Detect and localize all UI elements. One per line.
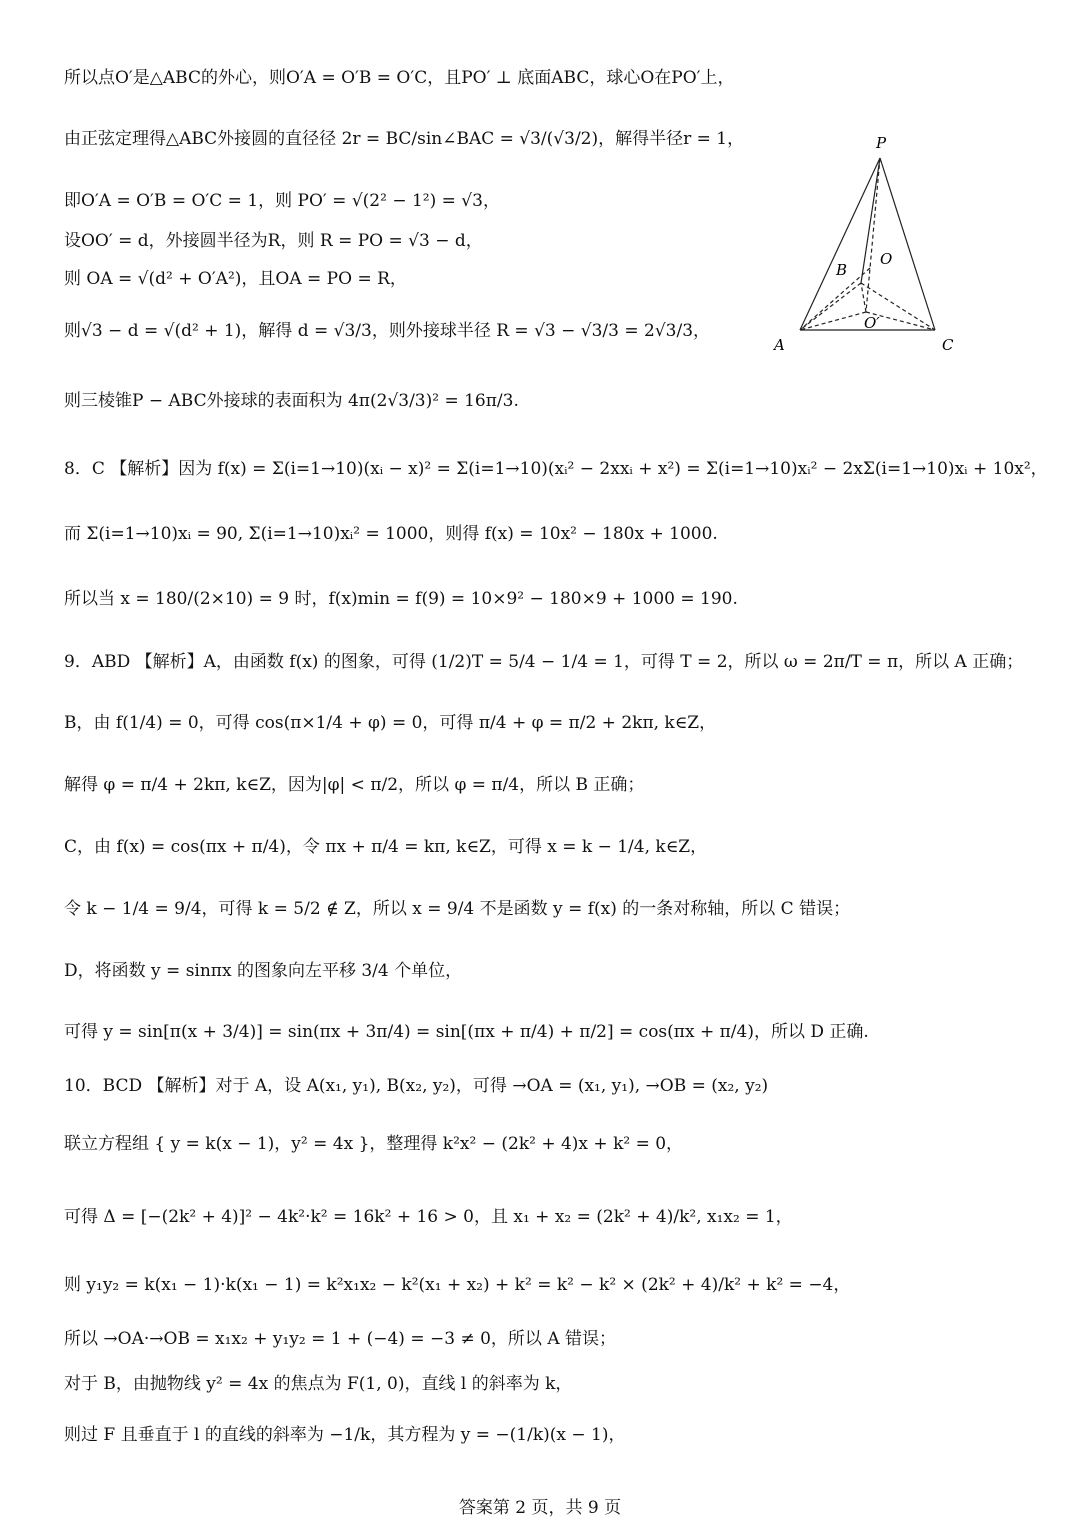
text-line: 则三棱锥P − ABC外接球的表面积为 4π(2√3/3)² = 16π/3.	[64, 391, 519, 411]
label-P: P	[876, 134, 887, 152]
text-line: 联立方程组 { y = k(x − 1)，y² = 4x }，整理得 k²x² − (2k² + 4)x + k² = 0，	[64, 1134, 684, 1154]
text-line: 则 y₁y₂ = k(x₁ − 1)·k(x₁ − 1) = k²x₁x₂ − k²(x₁ + x₂) + k² = k² − k² × (2k² + 4)/k² + k² = −4，	[64, 1275, 851, 1295]
text-line: 设OO′ = d，外接圆半径为R，则 R = PO = √3 − d，	[64, 231, 483, 251]
page-footer: 答案第 2 页，共 9 页	[458, 1498, 622, 1518]
segment-O-prime-B	[861, 283, 866, 312]
text-line: B，由 f(1/4) = 0，可得 cos(π×1/4 + φ) = 0，可得 π/4 + φ = π/2 + 2kπ, k∈Z，	[64, 713, 717, 733]
pyramid-figure	[770, 128, 960, 358]
label-O-prime: O′	[864, 314, 880, 332]
text-line: 可得 y = sin[π(x + 3/4)] = sin(πx + 3π/4) = sin[(πx + π/4) + π/2] = cos(πx + π/4)，所以 D 正确.	[64, 1022, 869, 1042]
text-line: 所以 →OA·→OB = x₁x₂ + y₁y₂ = 1 + (−4) = −3 ≠ 0，所以 A 错误；	[64, 1329, 616, 1349]
text-line: 令 k − 1/4 = 9/4，可得 k = 5/2 ∉ Z，所以 x = 9/4 不是函数 y = f(x) 的一条对称轴，所以 C 错误；	[64, 899, 851, 919]
text-line: 即O′A = O′B = O′C = 1，则 PO′ = √(2² − 1²) = √3，	[64, 191, 500, 211]
text-line: 而 Σ(i=1→10)xᵢ = 90, Σ(i=1→10)xᵢ² = 1000，则得 f(x) = 10x² − 180x + 1000.	[64, 524, 718, 544]
label-O: O	[880, 250, 893, 268]
text-line: 8．C 【解析】因为 f(x) = Σ(i=1→10)(xᵢ − x)² = Σ(i=1→10)(xᵢ² − 2xxᵢ + x²) = Σ(i=1→10)xᵢ² − 2xΣ(i=1→10)xᵢ + 10x²，	[64, 459, 1048, 479]
text-line: 所以点O′是△ABC的外心，则O′A = O′B = O′C，且PO′ ⊥ 底面ABC，球心O在PO′上，	[64, 68, 735, 88]
text-line: 可得 Δ = [−(2k² + 4)]² − 4k²·k² = 16k² + 16 > 0，且 x₁ + x₂ = (2k² + 4)/k², x₁x₂ = 1，	[64, 1207, 793, 1227]
label-B: B	[836, 261, 848, 279]
text-line: 9．ABD 【解析】A，由函数 f(x) 的图象，可得 (1/2)T = 5/4 − 1/4 = 1，可得 T = 2，所以 ω = 2π/T = π，所以 A 正确；	[64, 652, 1024, 672]
text-line: 10．BCD 【解析】对于 A，设 A(x₁, y₁), B(x₂, y₂)，可得 →OA = (x₁, y₁), →OB = (x₂, y₂)	[64, 1076, 769, 1096]
text-line: 则√3 − d = √(d² + 1)，解得 d = √3/3，则外接球半径 R = √3 − √3/3 = 2√3/3，	[64, 321, 711, 341]
edge-PA	[800, 158, 880, 330]
text-line: 解得 φ = π/4 + 2kπ, k∈Z，因为|φ| < π/2，所以 φ = π/4，所以 B 正确；	[64, 775, 645, 795]
text-line: 所以当 x = 180/(2×10) = 9 时，f(x)min = f(9) = 10×9² − 180×9 + 1000 = 190.	[64, 589, 738, 609]
text-line: 则过 F 且垂直于 l 的直线的斜率为 −1/k，其方程为 y = −(1/k)(x − 1)，	[64, 1425, 626, 1445]
text-line: 则 OA = √(d² + O′A²)，且OA = PO = R，	[64, 269, 407, 289]
text-line: C，由 f(x) = cos(πx + π/4)，令 πx + π/4 = kπ, k∈Z，可得 x = k − 1/4, k∈Z，	[64, 837, 708, 857]
label-C: C	[942, 336, 954, 354]
label-A: A	[774, 336, 785, 354]
edge-PC	[880, 158, 935, 330]
edge-BA	[800, 283, 861, 330]
text-line: 由正弦定理得△ABC外接圆的直径径 2r = BC/sin∠BAC = √3/(√3/2)，解得半径r = 1，	[64, 129, 745, 149]
text-line: 对于 B，由抛物线 y² = 4x 的焦点为 F(1, 0)，直线 l 的斜率为 k，	[64, 1374, 573, 1394]
text-line: D，将函数 y = sinπx 的图象向左平移 3/4 个单位，	[64, 961, 463, 981]
segment-O-A	[800, 268, 870, 330]
